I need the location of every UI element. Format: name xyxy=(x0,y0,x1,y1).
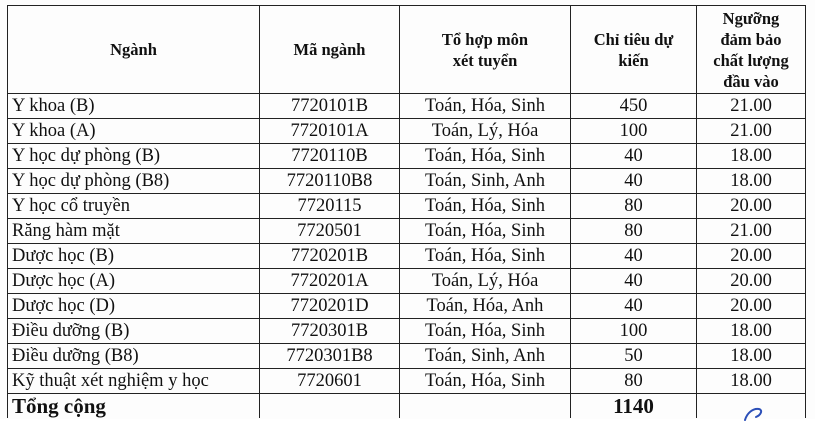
cell-subjects: Toán, Sinh, Anh xyxy=(400,344,571,369)
table-row xyxy=(8,344,806,369)
table-row xyxy=(8,244,806,269)
header-quota xyxy=(571,6,697,94)
cell-threshold: 21.00 xyxy=(697,219,806,244)
cell-threshold: 20.00 xyxy=(697,294,806,319)
cell-subjects: Toán, Sinh, Anh xyxy=(400,169,571,194)
cell-subjects: Toán, Hóa, Anh xyxy=(400,294,571,319)
cell-major: Y học dự phòng (B8) xyxy=(8,169,260,194)
table-row xyxy=(8,169,806,194)
cell-threshold: 18.00 xyxy=(697,144,806,169)
cell-quota: 80 xyxy=(571,369,697,394)
cell-subjects: Toán, Lý, Hóa xyxy=(400,119,571,144)
cell-threshold: 21.00 xyxy=(697,119,806,144)
cell-subjects: Toán, Hóa, Sinh xyxy=(400,194,571,219)
total-empty-subjects xyxy=(400,394,571,419)
header-major: Ngành xyxy=(8,6,260,94)
cell-subjects: Toán, Lý, Hóa xyxy=(400,269,571,294)
cell-quota: 40 xyxy=(571,269,697,294)
table-row xyxy=(8,219,806,244)
table-body xyxy=(8,94,806,419)
header-threshold-line4: đầu vào xyxy=(723,71,779,91)
cell-major: Điều dưỡng (B8) xyxy=(8,344,260,369)
cell-threshold: 21.00 xyxy=(697,94,806,119)
header-subjects-line1: Tổ hợp môn xyxy=(441,29,529,49)
cell-major: Răng hàm mặt xyxy=(8,219,260,244)
cell-code: 7720501 xyxy=(260,219,400,244)
cell-code: 7720110B8 xyxy=(260,169,400,194)
table-row xyxy=(8,194,806,219)
cell-quota: 450 xyxy=(571,94,697,119)
cell-major: Y khoa (A) xyxy=(8,119,260,144)
cell-quota: 80 xyxy=(571,219,697,244)
header-row xyxy=(8,6,806,94)
cell-code: 7720201A xyxy=(260,269,400,294)
cell-threshold: 18.00 xyxy=(697,369,806,394)
header-code: Mã ngành xyxy=(260,6,400,94)
cell-code: 7720301B xyxy=(260,319,400,344)
header-threshold xyxy=(697,6,806,94)
cell-code: 7720110B xyxy=(260,144,400,169)
cell-threshold: 20.00 xyxy=(697,194,806,219)
cell-quota: 40 xyxy=(571,294,697,319)
header-subjects xyxy=(400,6,571,94)
cell-major: Dược học (D) xyxy=(8,294,260,319)
table-row xyxy=(8,369,806,394)
header-quota-line2: kiến xyxy=(618,50,649,70)
header-threshold-line2: đảm bảo xyxy=(720,29,782,49)
cell-subjects: Toán, Hóa, Sinh xyxy=(400,244,571,269)
table-row xyxy=(8,119,806,144)
cell-quota: 80 xyxy=(571,194,697,219)
cell-quota: 50 xyxy=(571,344,697,369)
cell-quota: 40 xyxy=(571,244,697,269)
cell-code: 7720201D xyxy=(260,294,400,319)
cell-subjects: Toán, Hóa, Sinh xyxy=(400,94,571,119)
total-quota: 1140 xyxy=(571,394,697,419)
cell-threshold: 20.00 xyxy=(697,269,806,294)
cell-subjects: Toán, Hóa, Sinh xyxy=(400,144,571,169)
cell-major: Y học cổ truyền xyxy=(8,194,260,219)
table-row xyxy=(8,269,806,294)
cell-quota: 100 xyxy=(571,119,697,144)
table-row xyxy=(8,294,806,319)
cell-major: Dược học (A) xyxy=(8,269,260,294)
table-row xyxy=(8,94,806,119)
cell-subjects: Toán, Hóa, Sinh xyxy=(400,319,571,344)
total-empty-code xyxy=(260,394,400,419)
cell-major: Kỹ thuật xét nghiệm y học xyxy=(8,369,260,394)
header-subjects-line2: xét tuyển xyxy=(452,50,518,70)
admissions-table xyxy=(7,5,806,418)
cell-quota: 40 xyxy=(571,144,697,169)
cell-code: 7720101B xyxy=(260,94,400,119)
cell-threshold: 18.00 xyxy=(697,169,806,194)
cell-threshold: 18.00 xyxy=(697,344,806,369)
table-header xyxy=(8,6,806,94)
cell-threshold: 20.00 xyxy=(697,244,806,269)
total-label: Tổng cộng xyxy=(8,394,260,419)
cell-code: 7720601 xyxy=(260,369,400,394)
table-row xyxy=(8,319,806,344)
cell-major: Dược học (B) xyxy=(8,244,260,269)
cell-subjects: Toán, Hóa, Sinh xyxy=(400,219,571,244)
cell-major: Điều dưỡng (B) xyxy=(8,319,260,344)
cell-major: Y học dự phòng (B) xyxy=(8,144,260,169)
cell-code: 7720301B8 xyxy=(260,344,400,369)
total-row xyxy=(8,394,806,419)
cell-subjects: Toán, Hóa, Sinh xyxy=(400,369,571,394)
cell-major: Y khoa (B) xyxy=(8,94,260,119)
header-threshold-line3: chất lượng xyxy=(713,50,789,70)
header-threshold-line1: Ngưỡng xyxy=(722,8,780,28)
cell-threshold: 18.00 xyxy=(697,319,806,344)
cell-code: 7720115 xyxy=(260,194,400,219)
cell-quota: 40 xyxy=(571,169,697,194)
cell-code: 7720201B xyxy=(260,244,400,269)
cell-quota: 100 xyxy=(571,319,697,344)
cell-code: 7720101A xyxy=(260,119,400,144)
table-row xyxy=(8,144,806,169)
header-quota-line1: Chỉ tiêu dự xyxy=(593,29,674,49)
